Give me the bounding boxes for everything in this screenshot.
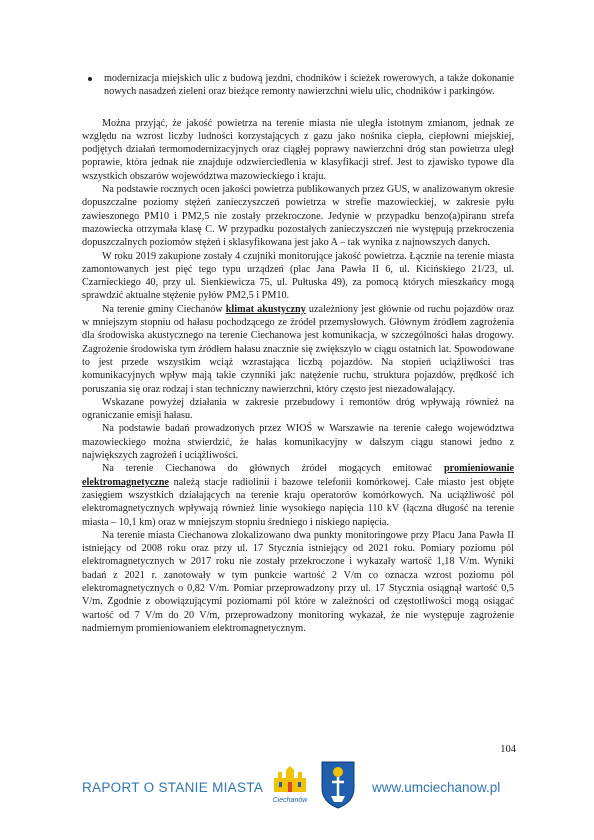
paragraph-acoustic (82, 303, 514, 396)
bullet-line-1: modernizacja miejskich ulic z budową jezdni, chodników i ścieżek rowerowych, a także (104, 73, 469, 84)
keyword-acoustic: klimat akustyczny (225, 303, 306, 315)
acoustic-text-start: Na terenie gminy Ciechanów (102, 303, 226, 315)
paragraph-emf-sources (82, 462, 514, 528)
bullet-text (104, 72, 514, 99)
bullet-icon (82, 72, 104, 99)
page-number: 104 (500, 744, 516, 755)
footer (0, 758, 594, 840)
city-logo-text: Ciechanów (272, 797, 308, 804)
keyword-emf: promieniowanie elektromagnetyczne (82, 463, 514, 488)
bullet-item (82, 72, 514, 99)
paragraph-gus-assessment: Na podstawie rocznych ocen jakości powietrza publikowanych przez GUS, w analizowanym okresie dopuszczalne poziomy stężeń zanieczyszczeń powietrza w strefie mazowieckiej, w zakresie pyłu zawieszonego PM10 i PM2,5 nie zostały przekroczone. Jedynie w przypadku benzo(a)piranu strefa mazowiecka otrzymała klasę C. W przypadku pozostałych zanieczyszczeń nie występują przekroczenia dopuszczalnych poziomów stężeń i sklasyfikowana jest jako A – tak wynika z najnowszych danych. (82, 184, 514, 249)
paragraph-emf-monitoring: Na terenie miasta Ciechanowa zlokalizowano dwa punkty monitoringowe przy Placu Jana Pawła II istniejący od 2008 roku oraz przy ul. 17 Stycznia istniejący od 2021 roku. Pomiary poziomu pól elektromagnetycznych w 2017 roku nie zostały przekroczone i wykazały wartość 1,18 V/m. Wyniki badań z 2021 r. zanotowały w tym punkcie wartość 2 V/m co oznacza wzrost poziomu pól elektromagnetycznych o 0,82 V/m. Pomiar przeprowadzony przy ul. 17 Stycznia osiągnął wartość 0,5 V/m. Zgodnie z obowiązującymi poziomami pól które w zależności od częstotliwości mogą osiągać wartość od 7 V/m do 20 V/m, przeprowadzony monitoring wykazał, że nie występuje zagrożenie nadmiernym promieniowaniem elektromagnetycznym. (82, 529, 514, 634)
footer-website[interactable]: www.umciechanow.pl (372, 780, 501, 795)
paragraph-wios: Na podstawie badań prowadzonych przez WIOŚ w Warszawie na terenie całego województwa mazowieckiego można stwierdzić, że hałas komunikacyjny w dalszym ciągu stanowi jedno z największych zagrożeń i uciążliwości. (82, 423, 514, 462)
page-content (82, 72, 514, 635)
emf-text-start: Na terenie Ciechanowa do głównych źródeł mogących emitować (102, 463, 444, 475)
paragraph-air-quality: Można przyjąć, że jakość powietrza na terenie miasta nie uległa istotnym zmianom, jednak ze względu na wzrost liczby ludności korzystających z gazu jako nośnika ciepła, ciepłowni miejskiej, podjętych działań termomodernizacyjnych oraz ciągłej poprawy nawierzchni dróg stan powietrza uległ poprawie, która jednak nie znajduje odzwierciedlenia w klasyfikacji stref. Jest to zjawisko typowe dla wszystkich obszarów województwa mazowieckiego i kraju. (82, 117, 514, 182)
city-logo-icon (268, 762, 312, 806)
coat-of-arms-icon (318, 758, 358, 810)
footer-report-title: RAPORT O STANIE MIASTA (82, 780, 264, 795)
emf-text-end: należą stacje radiolinii i bazowe telefonii komórkowej. Całe miasto jest objęte zasięgiem wszystkich działających na terenie kraju operatorów komórkowych. Na uciążliwość pól elektromagnetycznych wpływają również linie wysokiego napięcia 110 kV (łączna długość na terenie miasta – 10,1 km) oraz w mniejszym stopniu średniego i niskiego napięcia. (82, 476, 514, 528)
acoustic-text-end: uzależniony jest głównie od ruchu pojazdów oraz w mniejszym stopniu od hałasu pochodzącego ze źródeł przemysłowych. Głównym źródłem zagrożenia dla środowiska akustycznego na terenie Ciechanowa jest komunikacja, w szczególności hałas drogowy. Zagrożenie środowiska tym źródłem hałasu znacznie się zwiększyło w ciągu ostatnich lat. Spowodowane to jest przede wszystkim wciąż wzrastająca liczbą pojazdów. Na stopień uciążliwości tras komunikacyjnych wpływ mają takie czynniki jak: natężenie ruchu, struktura pojazdów, prędkość ich poruszania się oraz rodzaj i stan techniczny nawierzchni, który często jest niezadowalający. (82, 303, 515, 395)
paragraph-road-works: Wskazane powyżej działania w zakresie przebudowy i remontów dróg wpływają również na ograniczanie emisji hałasu. (82, 396, 514, 422)
paragraph-sensors: W roku 2019 zakupione zostały 4 czujniki monitorujące jakość powietrza. Łącznie na terenie miasta zamontowanych jest pięć tego typu urządzeń (plac Jana Pawła II 6, ul. Kicińskiego 21/23, ul. Czarnieckiego 40, przy ul. Sienkiewicza 75, ul. Pułtuska 49), za pomocą których mieszkańcy mogą sprawdzić aktualne stężenie pyłów PM2,5 i PM10. (82, 250, 514, 302)
bullet-line-2: dokonanie nowych nasadzeń zieleni oraz bieżące remonty nawierzchni wielu ulic, chodników i parkingów. (104, 73, 515, 98)
